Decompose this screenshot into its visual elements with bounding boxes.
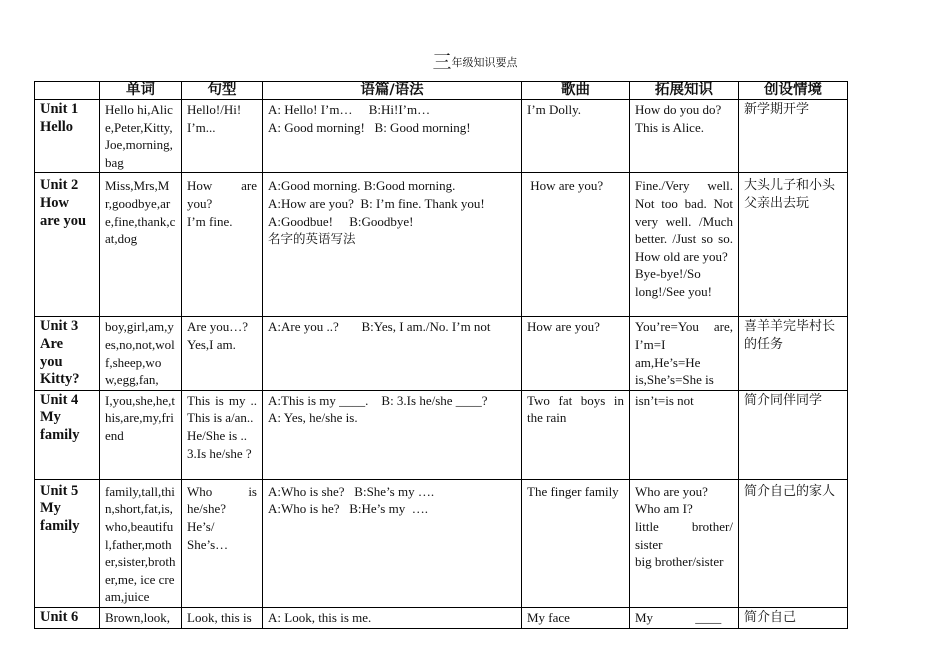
grammar-line: A: Yes, he/she is.: [268, 410, 358, 426]
page-title-first-char: 三: [432, 52, 452, 73]
context-cell: 简介同伴同学: [739, 390, 848, 479]
grammar-cell: [263, 479, 522, 607]
words-cell: Brown,look,: [100, 607, 182, 628]
header-extension: 拓展知识: [630, 82, 739, 100]
unit-title: family: [40, 517, 80, 534]
extension-cell: [630, 390, 739, 479]
unit-title: family: [40, 426, 80, 443]
words-cell: family,tall,thin,short,fat,is,who,beautiful,father,mother,sister,brother,me, ice cream,juice: [100, 479, 182, 607]
header-unit: [35, 82, 100, 100]
unit-number: Unit 3: [40, 318, 79, 335]
song-cell: How are you?: [522, 317, 630, 390]
grammar-line: A: Good morning! B: Good morning!: [268, 119, 471, 135]
extension-cell: [630, 317, 739, 390]
grammar-line: A:Goodbue! B:Goodbye!: [268, 213, 414, 229]
extension-line: Fine./Very well. Not too bad. Not very well. /Much better. /Just so so. How old are you?: [635, 178, 733, 264]
sentence-line: Who is he/she?: [187, 483, 257, 517]
extension-line: Who are you?: [635, 483, 708, 499]
extension-cell: [630, 100, 739, 173]
words-cell: Hello hi,Alice,Peter,Kitty,Joe,morning,bag: [100, 100, 182, 173]
song-cell: The finger family: [522, 479, 630, 607]
grammar-cell: [263, 317, 522, 390]
header-words: 单词: [100, 82, 182, 100]
unit-title: My: [40, 409, 61, 426]
extension-line: My ____: [635, 609, 722, 625]
unit-title: My: [40, 500, 61, 517]
extension-line: little brother/ sister: [635, 518, 733, 552]
unit-number: Unit 1: [40, 101, 79, 117]
unit-number: Unit 2: [40, 177, 79, 194]
extension-cell: [630, 173, 739, 317]
sentence-line: 3.Is he/she ?: [187, 445, 252, 461]
extension-line: Who am I?: [635, 501, 693, 517]
song-cell: I’m Dolly.: [522, 100, 630, 173]
unit-number: Unit 6: [40, 608, 79, 625]
page-title: [0, 53, 950, 73]
unit-title: How: [40, 194, 69, 211]
unit-cell: [35, 173, 100, 317]
grammar-line: A:Who is he? B:He’s my ….: [268, 501, 428, 517]
sentence-line: How are you?: [187, 178, 257, 211]
table-row: [35, 607, 848, 628]
extension-line: big brother/sister: [635, 554, 724, 570]
words-cell: Miss,Mrs,Mr,goodbye,are,fine,thank,cat,dog: [100, 173, 182, 317]
sentences-cell: [182, 390, 263, 479]
sentences-cell: [182, 100, 263, 173]
grammar-line: A:Are you ..? B:Yes, I am./No. I’m not: [268, 319, 491, 335]
context-cell: 大头儿子和小头父亲出去玩: [739, 173, 848, 317]
sentences-cell: [182, 479, 263, 607]
unit-cell: [35, 607, 100, 628]
extension-line: Bye-bye!/So long!/See you!: [635, 266, 712, 299]
header-context: 创设情境: [739, 82, 848, 100]
table-row: [35, 173, 848, 317]
grammar-line: A:Who is she? B:She’s my ….: [268, 483, 435, 499]
header-grammar: 语篇/语法: [263, 82, 522, 100]
sentence-line: Hello!/Hi!: [187, 102, 242, 117]
sentence-line: He/She is ..: [187, 427, 247, 443]
sentence-line: This is my .. This is a/an..: [187, 392, 257, 426]
table-row: [35, 100, 848, 173]
song-cell: My face: [522, 607, 630, 628]
extension-line: How do you do?: [635, 102, 722, 117]
words-cell: boy,girl,am,yes,no,not,wolf,sheep,wo w,egg,fan,: [100, 317, 182, 390]
knowledge-table: [34, 81, 848, 629]
unit-title: you: [40, 353, 63, 370]
sentences-cell: [182, 607, 263, 628]
unit-title: are you: [40, 212, 87, 229]
context-cell: 简介自己的家人: [739, 479, 848, 607]
context-cell: 新学期开学: [739, 100, 848, 173]
table-row: [35, 479, 848, 607]
sentence-line: Look, this is: [187, 609, 252, 625]
grammar-cell: [263, 173, 522, 317]
grammar-line: A:Good morning. B:Good morning.: [268, 178, 456, 194]
grammar-line: A: Look, this is me.: [268, 609, 372, 625]
extension-line: This is Alice.: [635, 119, 704, 135]
unit-title: Are: [40, 335, 64, 352]
unit-title: Hello: [40, 118, 74, 135]
header-sentences: 句型: [182, 82, 263, 100]
sentence-line: He’s/: [187, 518, 215, 534]
unit-cell: [35, 100, 100, 173]
unit-title: Kitty?: [40, 371, 80, 388]
grammar-cell: [263, 100, 522, 173]
extension-line: You’re=You are, I’m=I am,He’s=He is,She’s=She is: [635, 319, 733, 388]
table-row: [35, 390, 848, 479]
unit-number: Unit 4: [40, 391, 79, 408]
extension-cell: [630, 607, 739, 628]
words-cell: I,you,she,he,this,are,my,friend: [100, 390, 182, 479]
grammar-line: A:This is my ____. B: 3.Is he/she ____?: [268, 392, 488, 408]
unit-cell: [35, 390, 100, 479]
grammar-line: 名字的英语写法: [268, 231, 356, 247]
unit-number: Unit 5: [40, 482, 79, 499]
grammar-line: A: Hello! I’m… B:Hi!I’m…: [268, 102, 431, 117]
sentence-line: Yes,I am.: [187, 336, 236, 352]
sentences-cell: [182, 173, 263, 317]
extension-line: isn’t=is not: [635, 392, 694, 408]
context-cell: 简介自己: [739, 607, 848, 628]
unit-cell: [35, 317, 100, 390]
unit-cell: [35, 479, 100, 607]
sentences-cell: [182, 317, 263, 390]
sentence-line: Are you…?: [187, 319, 249, 335]
sentence-line: I’m fine.: [187, 213, 233, 229]
sentence-line: She’s…: [187, 536, 229, 552]
grammar-line: A:How are you? B: I’m fine. Thank you!: [268, 195, 485, 211]
page-title-rest: 年级知识要点: [451, 57, 518, 69]
song-cell: How are you?: [522, 173, 630, 317]
header-song: 歌曲: [522, 82, 630, 100]
table-row: [35, 317, 848, 390]
context-cell: 喜羊羊完毕村长的任务: [739, 317, 848, 390]
table-header-row: [35, 82, 848, 100]
song-cell: Two fat boys in the rain: [522, 390, 630, 479]
extension-cell: [630, 479, 739, 607]
sentence-line: I’m...: [187, 119, 216, 135]
grammar-cell: [263, 607, 522, 628]
grammar-cell: [263, 390, 522, 479]
